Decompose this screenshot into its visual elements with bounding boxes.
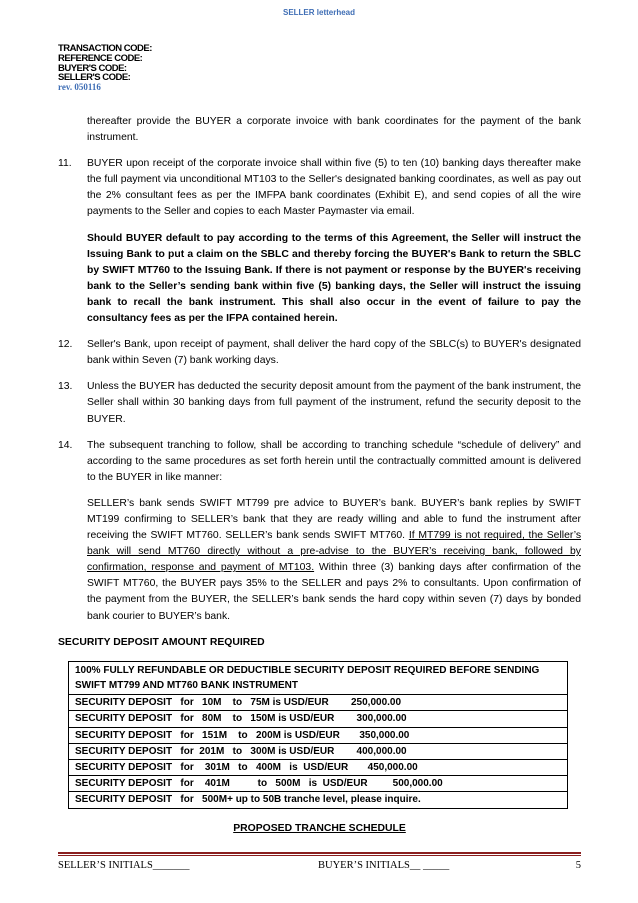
security-deposit-title: SECURITY DEPOSIT AMOUNT REQUIRED <box>58 636 265 648</box>
table-cell: SECURITY DEPOSIT for 201M to 300M is USD/EUR 400,000.00 <box>69 743 568 759</box>
transaction-codes <box>58 44 152 93</box>
clause-11 <box>58 156 581 327</box>
swift-text-underlined: If MT799 is not required, the Seller’s bank will send MT760 directly without a pre-advise to the BUYER’s receiving bank, followed by confirmation, response and payment of MT103. <box>87 530 582 574</box>
table-row <box>69 711 568 727</box>
clause-text: The subsequent tranching to follow, shall be according to tranching schedule “schedule of delivery” and according to the same procedures as set forth herein until the contractually committed amount is delivered to the BUYER in like manner: <box>87 439 581 483</box>
footer-divider <box>58 852 581 854</box>
intro-paragraph: thereafter provide the BUYER a corporate invoice with bank coordinates for the payment of the bank instrument. <box>87 116 581 144</box>
security-deposit-table <box>68 661 568 809</box>
clause-text: Seller's Bank, upon receipt of payment, shall deliver the hard copy of the SBLC(s) to BUYER's designated bank within Seven (7) bank working days. <box>87 339 581 367</box>
footer-divider-thin <box>58 855 581 856</box>
reference-code-label: REFERENCE CODE: <box>58 52 143 64</box>
swift-text-b: Within three (3) banking days after confirmation of the SWIFT MT760, the BUYER pays 35% to the SELLER and pays 2% to consultants. Upon confirmation of the payment from the BUYER, the SELLER’s bank sends the hard copy within seven (7) days by bonded bank courier to BUYER’s bank. <box>87 562 581 622</box>
table-row <box>69 727 568 743</box>
buyer-initials: BUYER’S INITIALS__ _____ <box>318 860 450 871</box>
seller-initials: SELLER’S INITIALS_______ <box>58 860 190 871</box>
letterhead: SELLER letterhead <box>282 8 355 17</box>
clause-13 <box>58 379 581 427</box>
buyer-code-label: BUYER'S CODE: <box>58 62 127 74</box>
clause-number: 13. <box>58 381 73 393</box>
revision-label: rev. 050116 <box>58 82 101 93</box>
table-row <box>69 792 568 808</box>
transaction-code-label: TRANSACTION CODE: <box>58 43 152 54</box>
table-cell: SECURITY DEPOSIT for 500M+ up to 50B tranche level, please inquire. <box>69 792 568 808</box>
clause-14 <box>58 438 581 625</box>
clause-text: BUYER upon receipt of the corporate invoice shall within five (5) to ten (10) banking days thereafter make the full payment via unconditional MT103 to the Seller's designated banking coordinates, as well as pay out the 2% consultant fees as per the IMFPA bank coordinates (Exhibit E), and send copies of all the wire payments to the Seller and copies to each Master Paymaster via email. <box>87 158 581 218</box>
seller-code-label: SELLER'S CODE: <box>58 72 131 84</box>
table-row <box>69 776 568 792</box>
table-row <box>69 743 568 759</box>
clause-number: 12. <box>58 339 73 351</box>
document-body <box>58 114 581 837</box>
table-cell: SECURITY DEPOSIT for 401M to 500M is USD/EUR 500,000.00 <box>69 776 568 792</box>
clause-bold-text: Should BUYER default to pay according to the terms of this Agreement, the Seller will instruct the Issuing Bank to put a claim on the SBLC and thereby forcing the BUYER's Bank to return the SBLC by SWIFT MT760 to the Issuing Bank. If there is not payment or response by the BUYER's receiving bank to the Seller’s sending bank within five (5) banking days, the Seller will instruct the issuing bank to recall the bank instrument. This shall also occur in the event of failure to pay the consultancy fees as per the IFPA contained herein. <box>87 232 581 325</box>
table-header-row <box>69 661 568 694</box>
page-number: 5 <box>575 860 581 871</box>
table-cell: SECURITY DEPOSIT for 301M to 400M is USD/EUR 450,000.00 <box>69 759 568 775</box>
clause-12 <box>58 337 581 369</box>
clause-text: Unless the BUYER has deducted the security deposit amount from the payment of the bank instrument, the Seller shall within 30 banking days from full payment of the instrument, refund the security deposit to the BUYER. <box>87 381 581 425</box>
proposed-tranche-heading: PROPOSED TRANCHE SCHEDULE <box>233 822 406 834</box>
table-row <box>69 695 568 711</box>
table-header-cell: 100% FULLY REFUNDABLE OR DEDUCTIBLE SECURITY DEPOSIT REQUIRED BEFORE SENDING SWIFT MT799 AND MT760 BANK INSTRUMENT <box>69 661 568 694</box>
clause-number: 11. <box>58 158 72 170</box>
clause-number: 14. <box>58 439 73 451</box>
table-cell: SECURITY DEPOSIT for 10M to 75M is USD/EUR 250,000.00 <box>69 695 568 711</box>
table-cell: SECURITY DEPOSIT for 80M to 150M is USD/EUR 300,000.00 <box>69 711 568 727</box>
table-cell: SECURITY DEPOSIT for 151M to 200M is USD/EUR 350,000.00 <box>69 727 568 743</box>
swift-text-a: SELLER’s bank sends SWIFT MT799 pre advice to BUYER’s bank. BUYER’s bank replies by SWIFT MT199 confirming to SELLER’s bank that they are ready willing and able to fund the instrument after receiving the SWIFT MT760. SELLER’s bank sends SWIFT MT760. <box>87 497 581 542</box>
clause-swift-paragraph <box>87 496 581 625</box>
table-row <box>69 759 568 775</box>
